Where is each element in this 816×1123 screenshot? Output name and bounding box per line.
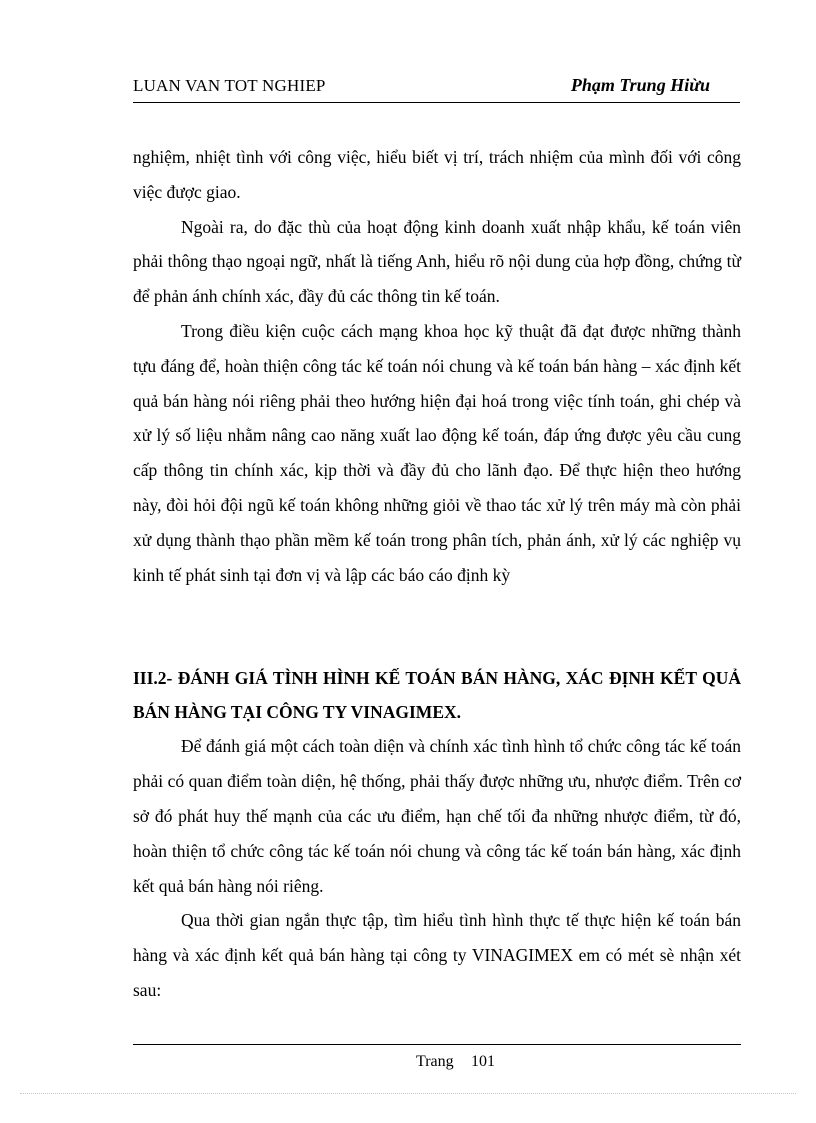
thesis-title: LUAN VAN TOT NGHIEP: [133, 76, 326, 95]
section-spacer: [133, 592, 741, 661]
paragraph-4: Để đánh giá một cách toàn diện và chính xác tình hình tổ chức công tác kế toán phải có quan điểm toàn diện, hệ thống, phải thấy được những ưu, nhược điểm. Trên cơ sở đó phát huy thế mạnh của các ưu điểm, hạn chế tối đa những nhược điểm, từ đó, hoàn thiện tổ chức công tác kế toán nói chung và công tác kế toán bán hàng, xác định kết quả bán hàng nói riêng.: [133, 736, 741, 896]
page-number: 101: [471, 1053, 495, 1070]
page-footer: [133, 1044, 741, 1070]
paragraph-2: Ngoài ra, do đặc thù của hoạt động kinh doanh xuất nhập khẩu, kế toán viên phải thông thạo ngoại ngữ, nhất là tiếng Anh, hiểu rõ nội dung của hợp đồng, chứng từ để phản ánh chính xác, đầy đủ các thông tin kế toán.: [133, 216, 741, 307]
paragraph-1: nghiệm, nhiệt tình với công việc, hiểu biết vị trí, trách nhiệm của mình đối với công việc được giao.: [133, 147, 741, 202]
paragraph-5: Qua thời gian ngắn thực tập, tìm hiểu tình hình thực tế thực hiện kế toán bán hàng và xác định kết quả bán hàng tại công ty VINAGIMEX em có mét sè nhận xét sau:: [133, 910, 741, 1000]
page-header: [133, 72, 740, 103]
section-heading: III.2- ĐÁNH GIÁ TÌNH HÌNH KẾ TOÁN BÁN HÀNG, XÁC ĐỊNH KẾT QUẢ BÁN HÀNG TẠI CÔNG TY VINAGIMEX.: [133, 668, 741, 723]
paragraph-3: Trong điều kiện cuộc cách mạng khoa học kỹ thuật đã đạt được những thành tựu đáng để, hoàn thiện công tác kế toán nói chung và kế toán bán hàng – xác định kết quả bán hàng nói riêng phải theo hướng hiện đại hoá trong việc tính toán, ghi chép và xử lý số liệu nhằm nâng cao năng xuất lao động kế toán, đáp ứng được yêu cầu cung cấp thông tin chính xác, kịp thời và đầy đủ cho lãnh đạo. Để thực hiện theo hướng này, đòi hỏi đội ngũ kế toán không những giỏi về thao tác xử lý trên máy mà còn phải xử dụng thành thạo phần mềm kế toán trong phân tích, phản ánh, xử lý các nghiệp vụ kinh tế phát sinh tại đơn vị và lập các báo cáo định kỳ: [133, 320, 741, 585]
page-label: Trang: [416, 1053, 454, 1070]
page-bottom-divider: [20, 1093, 796, 1094]
document-body: [133, 140, 741, 1008]
author-name: Phạm Trung Hiừu: [570, 75, 710, 95]
